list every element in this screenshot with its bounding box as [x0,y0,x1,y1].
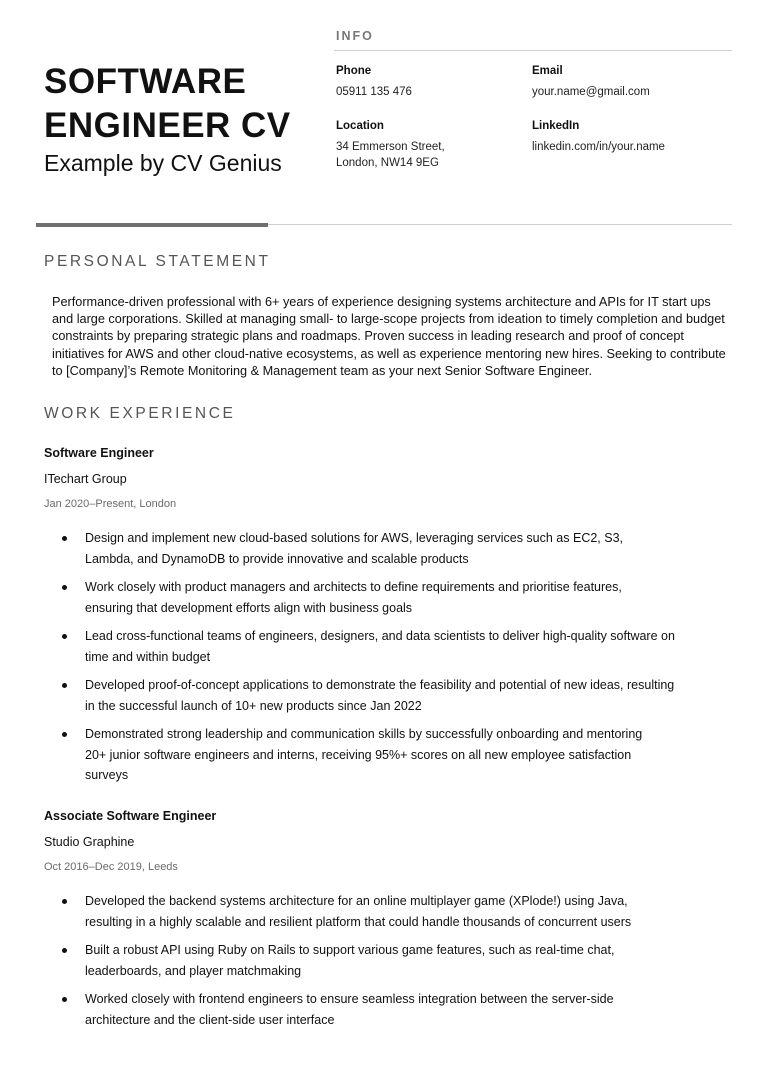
job-entry [44,446,734,786]
bullet-dot-icon [62,899,67,904]
personal-statement-text: Performance-driven professional with 6+ years of experience designing systems architecture and APIs for IT start ups and large corporations. Skilled at managing small- to large-scope projects from ideation to timely completion and budget constraints by preparing strategic plans and roadmaps. Proven success in leading research and proof of concept initiatives for AWS and other cloud-native ecosystems, as well as experience mentoring new hires. Seeking to contribute to [Company]’s Remote Monitoring & Management team as your next Senior Software Engineer. [52,295,726,378]
job-bullet-text: Design and implement new cloud-based solutions for AWS, leveraging services such as EC2, S3, Lambda, and DynamoDB to provide innovative and scalable products [85,531,624,566]
job-bullet-text: Worked closely with frontend engineers to ensure seamless integration between the server-side architecture and the client-side user interface [85,992,614,1027]
personal-statement-heading: PERSONAL STATEMENT [44,253,271,270]
job-bullet-text: Work closely with product managers and architects to define requirements and prioritise features, ensuring that development efforts align with business goals [85,580,622,615]
job-bullet-text: Developed proof-of-concept applications to demonstrate the feasibility and potential of new ideas, resulting in the successful launch of 10+ new products since Jan 2022 [85,678,675,713]
job-company: Studio Graphine [44,835,135,849]
cv-subtitle: Example by CV Genius [44,150,282,176]
header-divider-accent [36,223,268,227]
bullet-dot-icon [62,732,67,737]
job-entry [44,809,734,1030]
job-bullet-text: Developed the backend systems architecture for an online multiplayer game (XPlode!) using Java, resulting in a highly scalable and resilient platform that could handle thousands of concurrent users [85,894,632,929]
job-bullet-text: Demonstrated strong leadership and communication skills by successfully onboarding and mentoring 20+ junior software engineers and interns, receiving 95%+ scores on all new employee satisfaction surveys [85,727,643,782]
email-value[interactable]: your.name@gmail.com [532,86,650,98]
job-bullet-list [44,891,734,1030]
email-block [532,63,650,100]
job-dates: Oct 2016–Dec 2019, Leeds [44,861,178,873]
location-block [336,118,445,171]
cv-title-line-1: SOFTWARE [44,62,247,101]
job-bullet [44,675,675,716]
job-title: Software Engineer [44,446,154,460]
linkedin-value[interactable]: linkedin.com/in/your.name [532,141,665,153]
phone-value: 05911 135 476 [336,86,412,98]
info-divider [334,50,732,51]
bullet-dot-icon [62,683,67,688]
phone-block [336,63,412,100]
job-bullet-text: Built a robust API using Ruby on Rails to support various game features, such as real-time chat, leaderboards, and player matchmaking [85,943,615,978]
job-bullet [44,989,665,1030]
location-line-2: London, NW14 9EG [336,157,439,169]
job-dates: Jan 2020–Present, London [44,498,177,510]
job-bullet [44,940,665,981]
job-bullet [44,626,685,667]
job-bullet [44,577,625,618]
job-bullet [44,724,665,786]
info-heading: INFO [336,29,374,43]
job-bullet [44,528,645,569]
location-label: Location [336,120,384,132]
email-label: Email [532,65,563,77]
job-bullet [44,891,665,932]
work-experience-heading: WORK EXPERIENCE [44,405,236,422]
cv-title-block [44,60,291,178]
bullet-dot-icon [62,948,67,953]
cv-title-line-2: ENGINEER CV [44,106,291,145]
bullet-dot-icon [62,585,67,590]
linkedin-block [532,118,665,155]
bullet-dot-icon [62,634,67,639]
job-bullet-text: Lead cross-functional teams of engineers, designers, and data scientists to deliver high-quality software on time and within budget [85,629,675,664]
job-title: Associate Software Engineer [44,809,217,823]
bullet-dot-icon [62,997,67,1002]
job-bullet-list [44,528,734,786]
phone-label: Phone [336,65,372,77]
job-company: ITechart Group [44,472,127,486]
location-line-1: 34 Emmerson Street, [336,141,445,153]
linkedin-label: LinkedIn [532,120,580,132]
bullet-dot-icon [62,536,67,541]
